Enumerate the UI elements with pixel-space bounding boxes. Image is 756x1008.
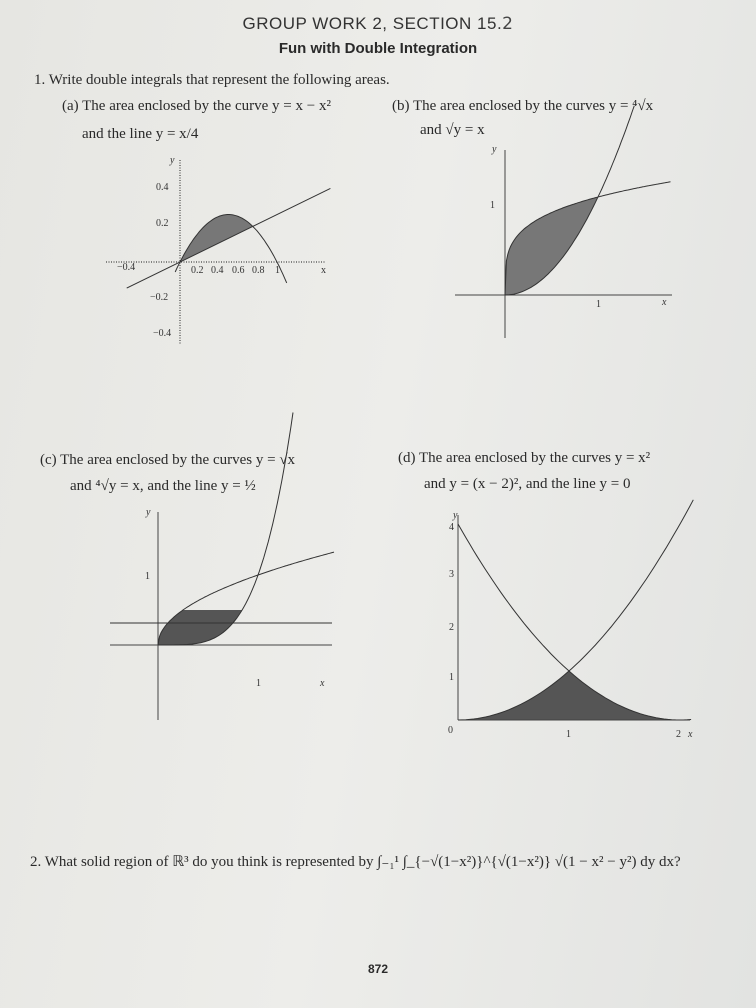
graph-d-x-tick: 1 <box>566 729 571 740</box>
graph-a-x-tick: 0.8 <box>252 265 265 276</box>
graph-a-line <box>127 188 331 288</box>
graph-d-origin-label: 0 <box>448 725 453 736</box>
graph-d-y-tick: 4 <box>449 522 454 533</box>
problem-1a-text: (a) The area enclosed by the curve y = x − x² <box>62 98 331 114</box>
graph-d-y-tick: 1 <box>449 672 454 683</box>
graph-a-x-tick: 1 <box>275 265 280 276</box>
page-number: 872 <box>368 962 389 976</box>
problem-1a-text-2: and the line y = x/4 <box>82 126 199 142</box>
graph-a-x-label: x <box>321 265 326 276</box>
problem-1c-text-2: and ⁴√y = x, and the line y = ½ <box>70 478 256 494</box>
graph-d-y-label: y <box>453 510 458 521</box>
problem-1-prompt: 1. Write double integrals that represent the following areas. <box>34 72 390 88</box>
graph-a-x-tick: 0.6 <box>232 265 245 276</box>
graph-b-shaded-region <box>505 197 598 295</box>
graph-a-y-neg-tick: −0.4 <box>153 328 172 339</box>
graph-a-y-neg-tick: −0.2 <box>150 292 169 303</box>
graph-d-y-tick: 2 <box>449 622 454 633</box>
problem-1b-text-2: and √y = x <box>420 122 485 138</box>
graph-a-x-tick: 0.4 <box>211 265 224 276</box>
problem-1d-text-2: and y = (x − 2)², and the line y = 0 <box>424 476 631 492</box>
handwritten-section-number: 2 <box>502 14 514 34</box>
problem-1c-text: (c) The area enclosed by the curves y = √x <box>40 452 296 468</box>
graph-c-x-tick: 1 <box>256 678 261 689</box>
graph-c-shaded-region <box>158 610 242 645</box>
graph-c-y-label: y <box>146 507 151 518</box>
graph-a-shaded-region <box>180 215 253 263</box>
header-title: GROUP WORK 2, SECTION 15. <box>242 14 503 33</box>
graph-d-shaded-region <box>458 671 680 720</box>
graph-d-x-tick: 2 <box>676 729 681 740</box>
graph-c-y-tick: 1 <box>145 571 150 582</box>
graph-b <box>455 106 672 338</box>
page-title: Fun with Double Integration <box>278 40 478 57</box>
problem-1d-text: (d) The area enclosed by the curves y = x² <box>398 450 651 466</box>
graph-a <box>106 155 330 345</box>
graph-a-x-neg-tick: −0.4 <box>117 262 136 273</box>
graph-b-y-label: y <box>492 144 497 155</box>
graph-b-x-label: x <box>662 297 667 308</box>
problem-1b-text: (b) The area enclosed by the curves y = ⁴√x <box>392 98 654 114</box>
graph-a-x-tick: 0.2 <box>191 265 204 276</box>
problem-2-text: 2. What solid region of ℝ³ do you think is represented by ∫₋₁¹ ∫_{−√(1−x²)}^{√(1−x²)} √(1 − x² − y²) dy dx? <box>30 854 681 870</box>
graph-b-y-tick: 1 <box>490 200 495 211</box>
graph-c-x-label: x <box>320 678 325 689</box>
graph-b-x-tick: 1 <box>596 299 601 310</box>
graph-c <box>110 413 334 721</box>
graph-a-y-tick: 0.4 <box>156 182 169 193</box>
graph-a-y-label: y <box>170 155 175 166</box>
graph-d-x-label: x <box>688 729 693 740</box>
graph-d <box>448 500 693 740</box>
graph-d-y-tick: 3 <box>449 569 454 580</box>
graph-a-y-tick: 0.2 <box>156 218 169 229</box>
